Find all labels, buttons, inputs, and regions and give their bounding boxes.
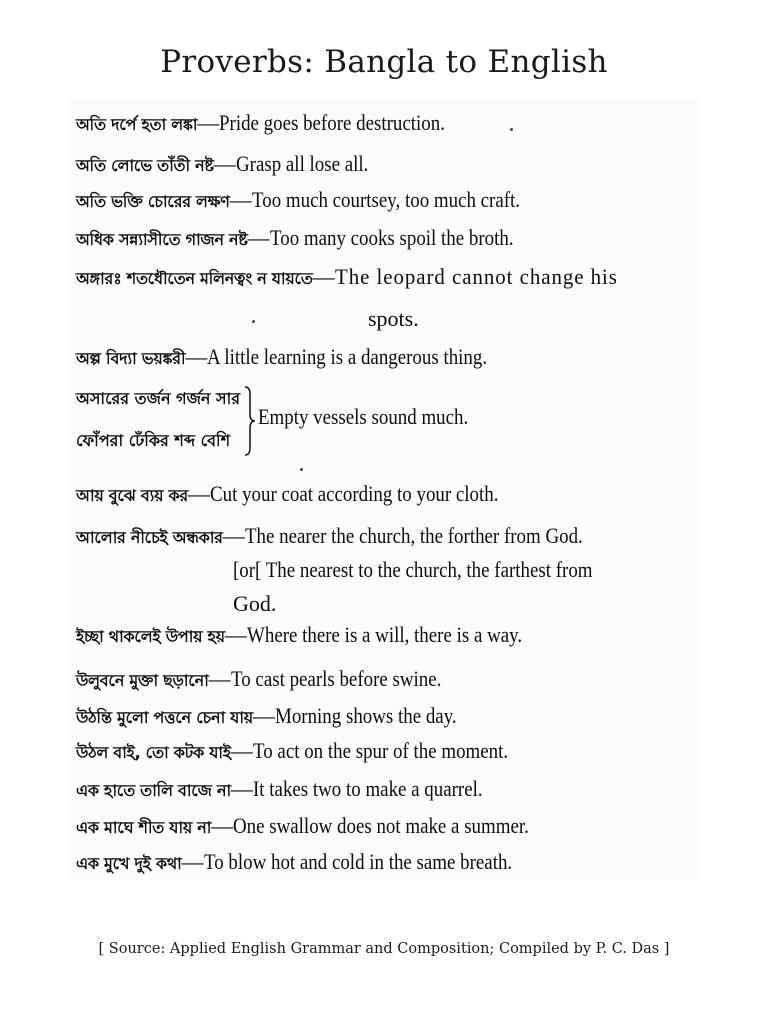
proverb-english: Morning shows the day. xyxy=(274,703,457,728)
proverb-english: It takes two to make a quarrel. xyxy=(252,776,483,801)
proverb-bangla: উঠল বাই, তো কটক যাই xyxy=(76,743,231,762)
proverb-bangla: আয় বুঝে ব্যয় কর xyxy=(76,486,188,505)
proverb-entry xyxy=(76,849,562,877)
proverb-entry xyxy=(76,813,577,841)
proverb-bangla: ফোঁপরা ঢেঁকির শব্দ বেশি xyxy=(76,431,231,450)
proverb-english: Too much courtsey, too much craft. xyxy=(251,187,520,212)
proverb-entry xyxy=(76,776,520,804)
proverb-entry xyxy=(76,481,545,509)
proverb-bangla: এক মুখে দুই কথা xyxy=(76,854,182,873)
proverb-english: To act on the spur of the moment. xyxy=(252,738,508,763)
proverb-english: The nearer the church, the forther from God. xyxy=(244,523,583,548)
proverb-english: A little learning is a dangerous thing. xyxy=(207,344,488,369)
proverb-bangla: অল্প বিদ্যা ভয়ঙ্করী xyxy=(76,349,186,368)
proverb-bangla: ইচ্ছা থাকলেই উপায় হয় xyxy=(76,627,225,646)
dash: — xyxy=(247,225,270,250)
proverb-english: Cut your coat according to your cloth. xyxy=(209,481,499,506)
proverb-english: Grasp all lose all. xyxy=(235,151,369,176)
proverb-entry xyxy=(76,703,486,731)
proverb-bangla: উলুবনে মুক্তা ছড়ানো xyxy=(76,671,209,690)
proverb-entry-braced xyxy=(76,384,576,456)
dash: — xyxy=(230,738,253,763)
dash: — xyxy=(230,776,253,801)
dash: — xyxy=(224,622,247,647)
proverb-entry xyxy=(76,666,475,694)
scan-speck xyxy=(510,128,513,131)
page-title: Proverbs: Bangla to English xyxy=(160,44,608,80)
dash: — xyxy=(211,813,234,838)
dash: — xyxy=(185,344,208,369)
proverb-bangla: উঠন্তি মুলো পত্তনে চেনা যায় xyxy=(76,708,253,727)
proverb-entry xyxy=(76,225,553,253)
proverb-english: Too many cooks spoil the broth. xyxy=(269,225,514,250)
source-citation: [ Source: Applied English Grammar and Composition; Compiled by P. C. Das ] xyxy=(98,941,670,957)
dash: — xyxy=(229,187,252,212)
dash: — xyxy=(181,849,204,874)
dash: — xyxy=(208,666,231,691)
proverb-entry xyxy=(76,187,563,215)
proverb-entry xyxy=(76,738,549,766)
proverb-entry xyxy=(76,264,632,292)
dash: — xyxy=(312,264,335,289)
proverb-entry xyxy=(76,110,482,138)
proverb-bangla: অতি ভক্তি চোরের লক্ষণ xyxy=(76,192,230,211)
proverb-english: To cast pearls before swine. xyxy=(230,666,441,691)
dash: — xyxy=(222,523,245,548)
proverb-entry xyxy=(76,622,567,650)
dash: — xyxy=(197,110,220,135)
scan-speck xyxy=(300,468,303,471)
proverb-english-continuation: God. xyxy=(233,591,277,616)
proverb-english: One swallow does not make a summer. xyxy=(233,813,529,838)
proverb-english: Empty vessels sound much. xyxy=(258,404,469,429)
proverb-bangla: অধিক সন্ন্যাসীতে গাজন নষ্ট xyxy=(76,230,248,249)
dash: — xyxy=(213,151,236,176)
proverb-bangla: এক মাঘে শীত যায় না xyxy=(76,818,212,837)
proverb-english: To blow hot and cold in the same breath. xyxy=(203,849,512,874)
proverb-bangla: আলোর নীচেই অন্ধকার xyxy=(76,528,223,547)
dash: — xyxy=(187,481,210,506)
proverb-entry xyxy=(76,344,533,372)
proverb-english-continuation: spots. xyxy=(368,306,419,331)
proverb-bangla: অসারের তর্জন গর্জন সার xyxy=(76,389,241,408)
proverb-bangla: অতি লোভে তাঁতী নষ্ট xyxy=(76,156,214,175)
proverb-bangla: অতি দর্পে হতা লঙ্কা xyxy=(76,115,198,134)
proverb-english: Pride goes before destruction. xyxy=(219,110,446,135)
proverb-bangla: এক হাতে তালি বাজে না xyxy=(76,781,231,800)
proverb-entry xyxy=(76,523,637,551)
proverb-english: Where there is a will, there is a way. xyxy=(246,622,522,647)
dash: — xyxy=(252,703,275,728)
proverb-english-continuation: [or[ The nearest to the church, the farthest from xyxy=(233,557,593,582)
scan-speck xyxy=(252,320,255,323)
curly-brace-icon xyxy=(242,386,256,456)
proverb-english: The leopard cannot change his xyxy=(334,264,618,289)
proverb-bangla: অঙ্গারঃ শতধৌতেন মলিনত্বং ন যায়তে xyxy=(76,269,313,288)
proverb-entry xyxy=(76,151,390,179)
